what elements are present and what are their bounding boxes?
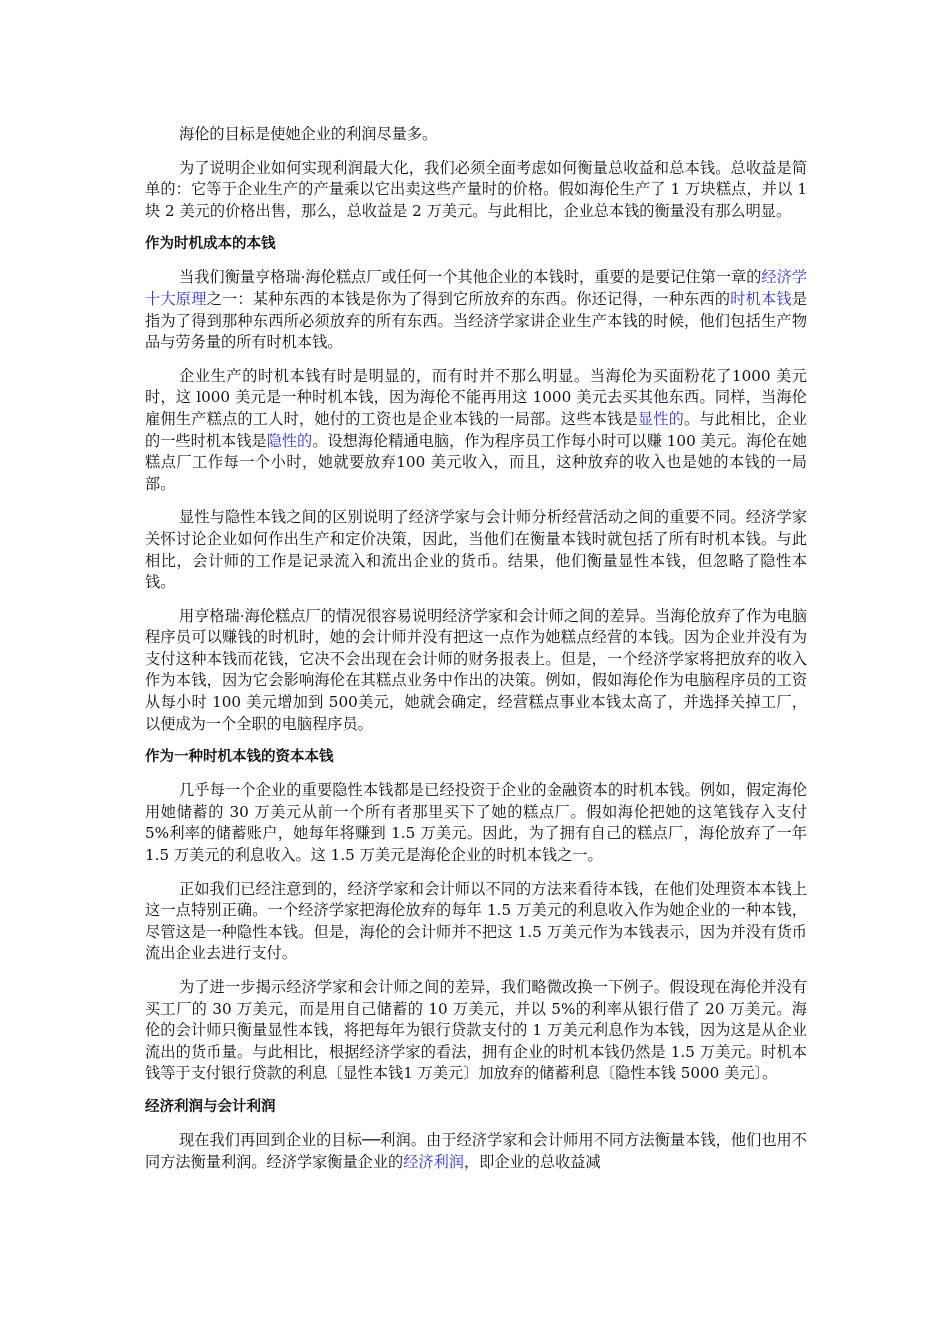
paragraph-economist-vs-accountant: 显性与隐性本钱之间的区别说明了经济学家与会计师分析经营活动之间的重要不同。经济学家关怀讨论企业如何作出生产和定价决策，因此，当他们在衡量本钱时就包括了所有时机本钱。与此相比，会计师的工作是记录流入和流出企业的货币。结果，他们衡量显性本钱，但忽略了隐性本钱。 (145, 508, 807, 592)
section-heading-capital-cost: 作为一种时机本钱的资本本钱 (145, 749, 334, 766)
section-heading-profit: 经济利润与会计利润 (145, 1098, 276, 1115)
term-ten-principles: 经济学十大原理 (145, 268, 808, 308)
paragraph-capital-cost: 几乎每一个企业的重要隐性本钱都是已经投资于企业的金融资本的时机本钱。例如，假定海伦用她储蓄的 30 万美元从前一个所有者那里买下了她的糕点厂。假如海伦把她的这笔钱存入支付 5%利率的储蓄账户，她每年将赚到 1.5 万美元。因此，为了拥有自己的糕点厂，海伦放弃了一年 1.5 万美元的利息收入。这 1.5 万美元是海伦企业的时机本钱之一。 (145, 781, 807, 865)
section-heading-opportunity-cost: 作为时机成本的本钱 (145, 236, 276, 253)
term-implicit: 隐性的 (266, 431, 313, 450)
paragraph-capital-treatment: 正如我们已经注意到的，经济学家和会计师以不同的方法来看待本钱，在他们处理资本本钱上这一点特别正确。一个经济学家把海伦放弃的每年 1.5 万美元的利息收入作为她企业的一种本钱，尽管这是一种隐性本钱。但是，海伦的会计师并不把这 1.5 万美元作为本钱表示，因为并没有货币流出企业去进行支付。 (145, 879, 807, 963)
paragraph-explicit-implicit: 企业生产的时机本钱有时是明显的，而有时并不那么明显。当海伦为买面粉花了1000 美元时，这 l000 美元是一种时机本钱，因为海伦不能再用这 1000 美元去买其他东西。同样，当海伦雇佣生产糕点的工人时，她付的工资也是企业本钱的一局部。这些本钱是显性的。与此相比，企业的一些时机本钱是隐性的。设想海伦精通电脑，作为程序员工作每小时可以赚 100 美元。海伦在她糕点厂工作每一个小时，她就要放弃100 美元收入，而且，这种放弃的收入也是她的本钱的一局部。 (145, 366, 808, 493)
term-opportunity-cost: 时机本钱 (730, 289, 792, 308)
paragraph-economic-profit: 现在我们再回到企业的目标──利润。由于经济学家和会计师用不同方法衡量本钱，他们也用不同方法衡量利润。经济学家衡量企业的经济利润，即企业的总收益减 (145, 1130, 807, 1171)
paragraph-goal: 海伦的目标是使她企业的利润尽量多。 (179, 125, 438, 143)
paragraph-loan-example: 为了进一步揭示经济学家和会计师之间的差异，我们略微改换一下例子。假设现在海伦并没有买工厂的 30 万美元，而是用自己储蓄的 10 万美元，并以 5%的利率从银行借了 20 万美元。海伦的会计师只衡量显性本钱，将把每年为银行贷款支付的 1 万美元利息作为本钱，因为这是从企业流出的货币量。与此相比，根据经济学家的看法，拥有企业的时机本钱仍然是 1.5 万美元。时机本钱等于支付银行贷款的利息〔显性本钱1 万美元〕加放弃的储蓄利息〔隐性本钱 5000 美元〕。 (145, 978, 807, 1083)
term-economic-profit: 经济利润 (403, 1152, 464, 1171)
term-explicit: 显性的 (637, 409, 685, 428)
paragraph-total-revenue: 为了说明企业如何实现利润最大化，我们必须全面考虑如何衡量总收益和总本钱。总收益是简单的：它等于企业生产的产量乘以它出卖这些产量时的价格。假如海伦生产了 1 万块糕点，并以 1 块 2 美元的价格出售，那么，总收益是 2 万美元。与此相比，企业总本钱的衡量没有那么明显。 (145, 158, 807, 220)
paragraph-opportunity-cost: 当我们衡量亨格瑞·海伦糕点厂或任何一个其他企业的本钱时，重要的是要记住第一章的经济学十大原理之一：某种东西的本钱是你为了得到它所放弃的东西。你还记得，一种东西的时机本钱是指为了得到那种东西所必须放弃的所有东西。当经济学家讲企业生产本钱的时候，他们包括生产物品与劳务量的所有时机本钱。 (145, 268, 808, 352)
document-page (145, 124, 807, 1185)
paragraph-bakery-example: 用亨格瑞·海伦糕点厂的情况很容易说明经济学家和会计师之间的差异。当海伦放弃了作为电脑程序员可以赚钱的时机时，她的会计师并没有把这一点作为她糕点经营的本钱。因为企业并没有为支付这种本钱而花钱，它决不会出现在会计师的财务报表上。但是，一个经济学家将把放弃的收入作为本钱，因为它会影响海伦在其糕点业务中作出的决策。例如，假如海伦作为电脑程序员的工资从每小时 100 美元增加到 500美元，她就会确定，经营糕点事业本钱太高了，并选择关掉工厂，以便成为一个全职的电脑程序员。 (145, 606, 807, 733)
